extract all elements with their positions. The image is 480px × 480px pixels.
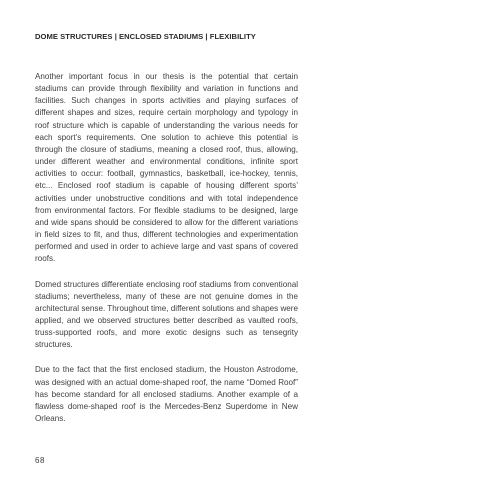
section-header: DOME STRUCTURES | ENCLOSED STADIUMS | FLEXIBILITY	[35, 32, 256, 41]
body-text	[35, 71, 298, 438]
paragraph-2: Domed structures differentiate enclosing roof stadiums from conventional stadiums; nevertheless, many of these are not genuine domes in the architectural sense. Throughout time, different solutions and shapes were applied, and we observed structures better described as vaulted roofs, truss-supported roofs, and more exotic designs such as tensegrity structures.	[35, 279, 298, 350]
paragraph-1: Another important focus in our thesis is the potential that certain stadiums can provide through flexibility and variation in functions and facilities. Such changes in sports activities and playing surfaces of different shapes and sizes, require certain morphology and typology in roof structure which is capable of understanding the various needs for each sport’s requirements. One solution to achieve this potential is through the closure of stadiums, meaning a closed roof, thus, allowing, under different weather and environmental conditions, infinite sport activities to occur: football, gymnastics, basketball, ice-hockey, tennis, etc... Enclosed roof stadium is capable of housing different sports’ activities under unobstructive conditions and with total independence from environmental factors. For flexible stadiums to be designed, large and wide spans should be considered to allow for the different variations in field sizes to fit, and thus, different technologies and experimentation performed and used in order to achieve large and vast spans of covered roofs.	[35, 72, 298, 264]
paragraph-3: Due to the fact that the first enclosed stadium, the Houston Astrodome, was designed with an actual dome-shaped roof, the name “Domed Roof” has become standard for all enclosed stadiums. Another example of a flawless dome-shaped roof is the Mercedes-Benz Superdome in New Orleans.	[35, 365, 298, 424]
page-number: 68	[35, 456, 46, 465]
